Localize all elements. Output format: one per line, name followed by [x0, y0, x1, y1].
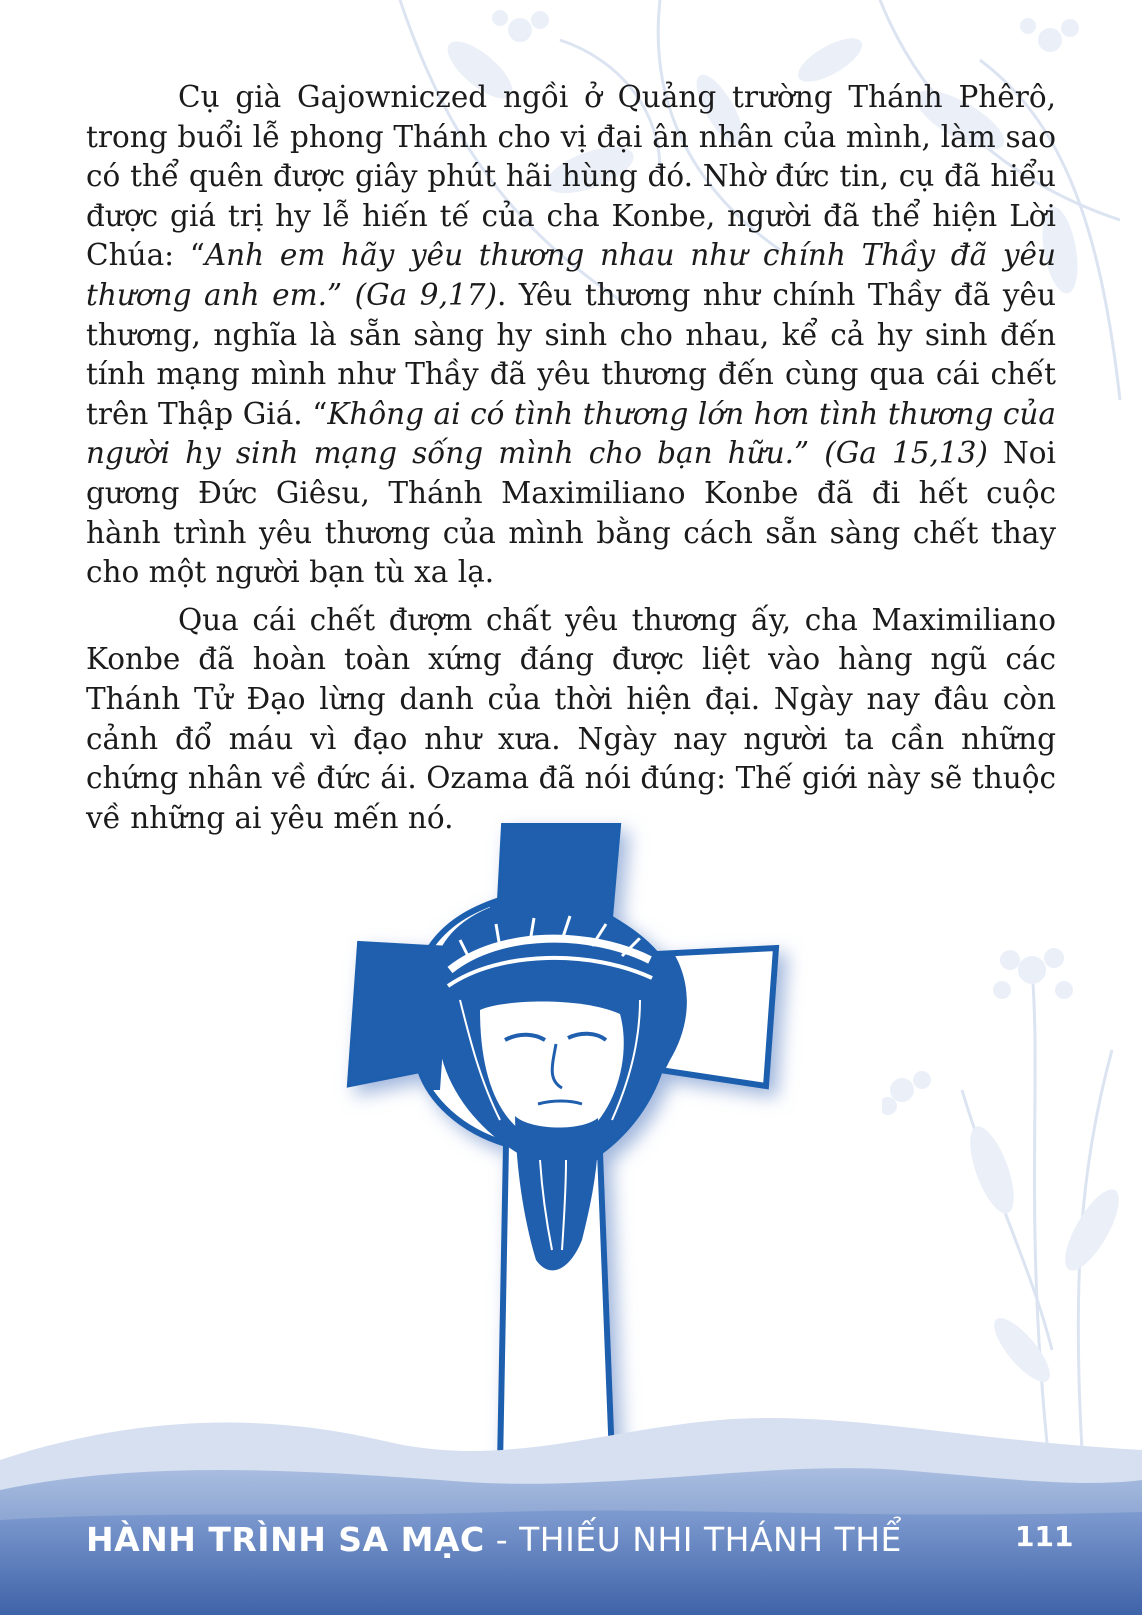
scripture-quote: Anh em hãy yêu thương nhau như chính Thầy đã yêu thương anh em.” (Ga 9,17) — [86, 238, 1056, 312]
title-separator: - — [484, 1520, 520, 1559]
body-text — [86, 78, 1056, 838]
text-run: Noi gương Đức Giêsu, Thánh Maximiliano Konbe đã đi hết cuộc hành trình yêu thương của mình bằng cách sẵn sàng chết thay cho một người bạn tù xa lạ. — [86, 436, 1056, 590]
page-number: 111 — [1015, 1520, 1074, 1553]
desert-footer-band — [0, 1400, 1142, 1615]
paragraph-2: Qua cái chết đượm chất yêu thương ấy, cha Maximiliano Konbe đã hoàn toàn xứng đáng được liệt vào hàng ngũ các Thánh Tử Đạo lừng danh của thời hiện đại. Ngày nay đâu còn cảnh đổ máu vì đạo như xưa. Ngày nay người ta cần những chứng nhân về đức ái. Ozama đã nói đúng: Thế giới này sẽ thuộc về những ai yêu mến nó. — [86, 602, 1056, 835]
book-title-main: HÀNH TRÌNH SA MẠC — [86, 1520, 485, 1559]
book-title — [86, 1520, 902, 1559]
paragraph-1 — [86, 78, 1056, 593]
text-run: Cụ già Gajowniczed ngồi ở Quảng trường Thánh Phêrô, trong buổi lễ phong Thánh cho vị đại ân nhân của mình, làm sao có thể quên được giây phút hãi hùng đó. Nhờ đức tin, cụ đã hiểu được giá trị hy lễ hiến tế của cha Konbe, người đã thể hiện Lời Chúa: “ — [86, 80, 1056, 273]
book-title-sub: THIẾU NHI THÁNH THỂ — [519, 1520, 902, 1559]
scripture-quote: Không ai có tình thương lớn hơn tình thương của người hy sinh mạng sống mình cho bạn hữu.” (Ga 15,13) — [86, 396, 1057, 471]
text-run: . Yêu thương như chính Thầy đã yêu thương, nghĩa là sẵn sàng hy sinh cho nhau, kể cả hy sinh đến tính mạng mình như Thầy đã yêu thương đến cùng qua cái chết trên Thập Giá. “ — [86, 277, 1056, 431]
